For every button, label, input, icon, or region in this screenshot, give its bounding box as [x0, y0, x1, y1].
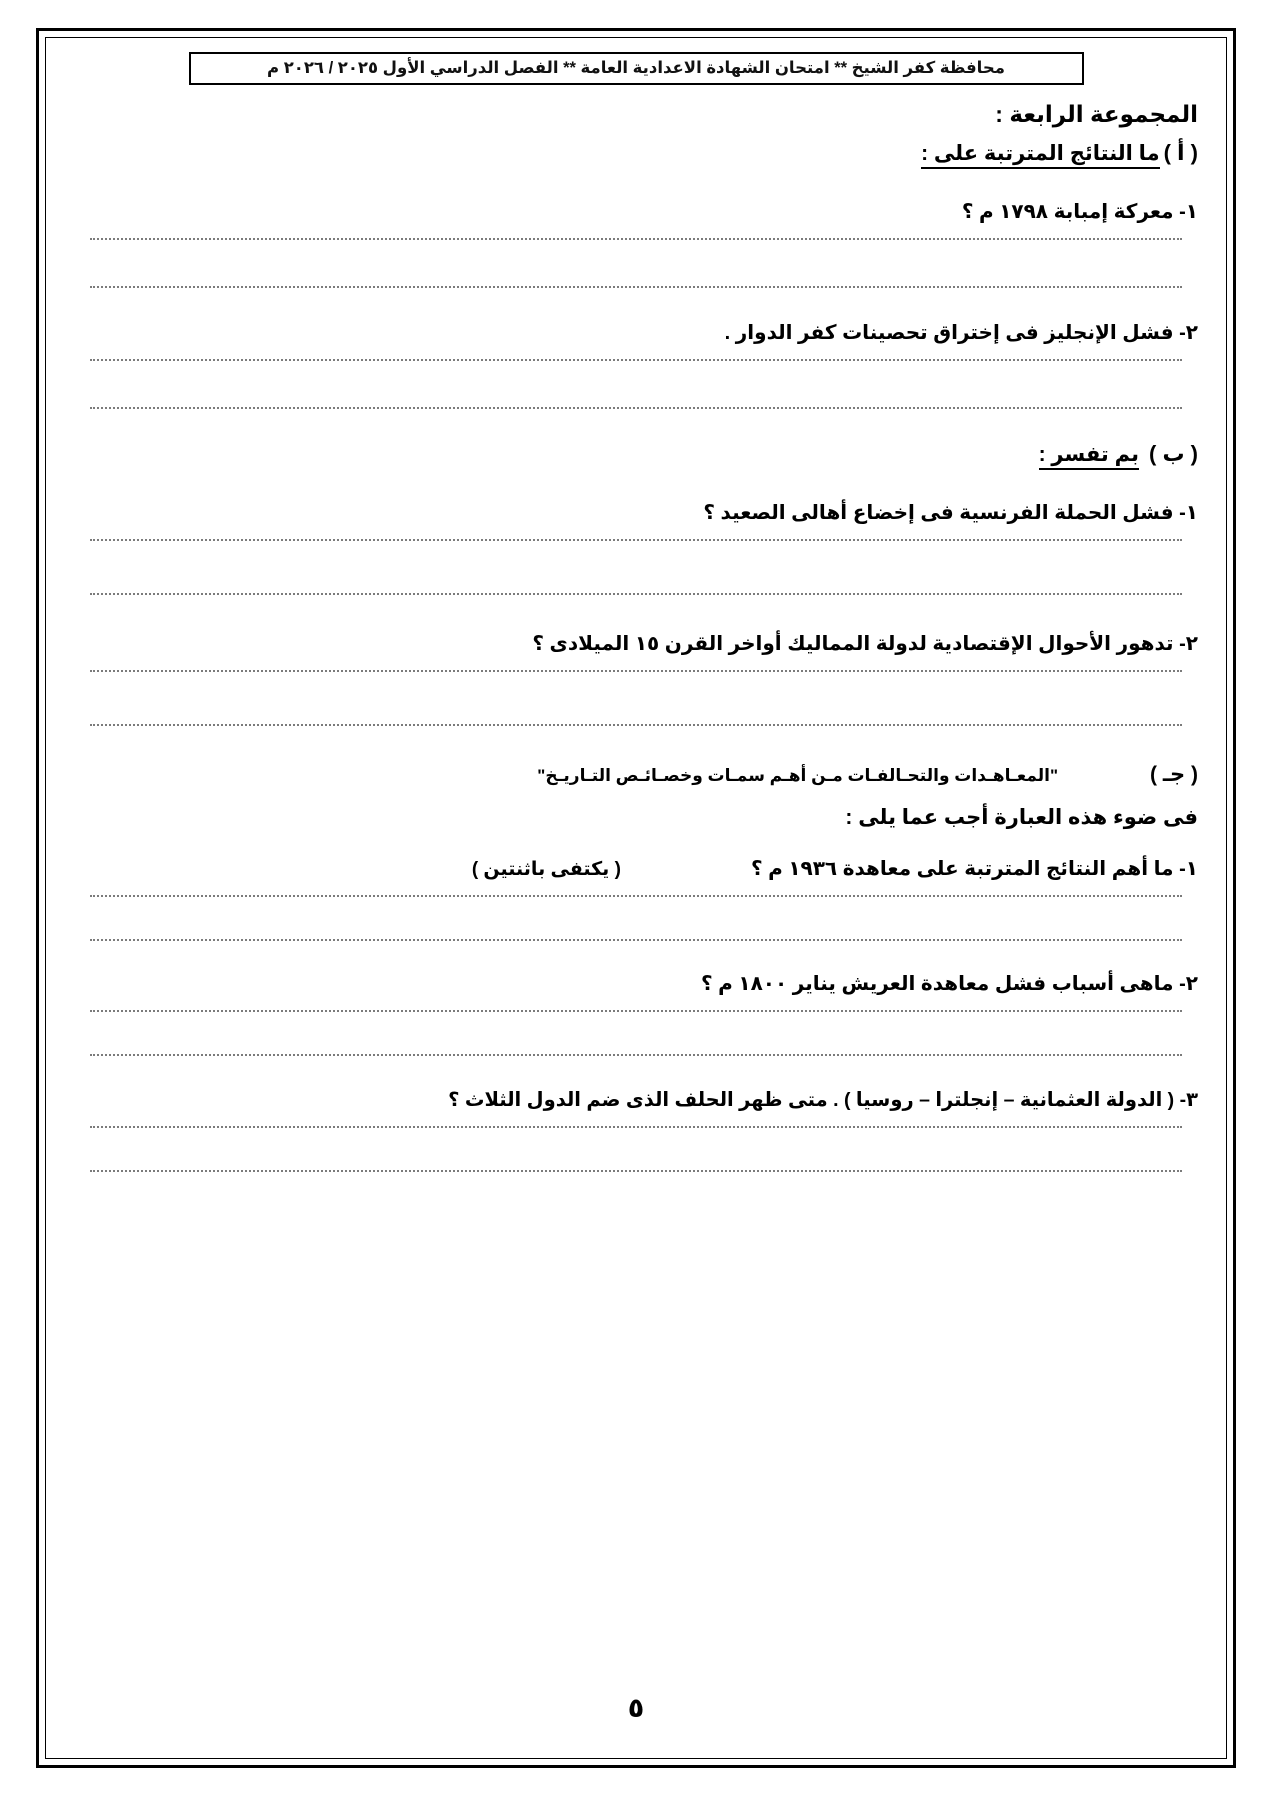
- answer-rule: [90, 1010, 1182, 1012]
- part-c-answer-lines-1: [74, 895, 1198, 941]
- page-number: ٥: [627, 1693, 645, 1723]
- part-a-prompt: ما النتائج المترتبة على :: [921, 141, 1160, 169]
- answer-rule: [90, 895, 1182, 897]
- part-b-heading: [74, 441, 1198, 470]
- part-b-label: ( ب ): [1149, 441, 1198, 466]
- answer-rule: [90, 670, 1182, 672]
- part-b-answer-lines-2: [74, 670, 1198, 726]
- part-c-label: ( جـ ): [1150, 763, 1198, 786]
- answer-rule: [90, 286, 1182, 288]
- part-b-question-2: ٢- تدهور الأحوال الإقتصادية لدولة المماليك أواخر القرن ١٥ الميلادى ؟: [532, 633, 1198, 655]
- part-c-question-2: ٢- ماهى أسباب فشل معاهدة العريش يناير ١٨٠٠ م ؟: [701, 973, 1198, 995]
- answer-rule: [90, 1054, 1182, 1056]
- exam-page-inner-border: [45, 37, 1227, 1759]
- part-c-answer-lines-2: [74, 1010, 1198, 1056]
- part-c-question-3: ٣- ( الدولة العثمانية – إنجلترا – روسيا ) . متى ظهر الحلف الذى ضم الدول الثلاث ؟: [448, 1089, 1198, 1111]
- part-c-heading: [74, 762, 1198, 787]
- answer-rule: [90, 724, 1182, 726]
- part-a-question-1: ١- معركة إمبابة ١٧٩٨ م ؟: [961, 201, 1198, 223]
- part-a-question-2: ٢- فشل الإنجليز فى إختراق تحصينات كفر الدوار .: [724, 322, 1198, 344]
- part-c-question-1-hint: ( يكتفى باثنتين ): [471, 859, 621, 880]
- group-title: المجموعة الرابعة :: [995, 101, 1198, 127]
- part-b-question-1: ١- فشل الحملة الفرنسية فى إخضاع أهالى الصعيد ؟: [703, 502, 1198, 524]
- exam-header-box: [189, 52, 1084, 85]
- part-c-question-1-row: [74, 856, 1198, 881]
- exam-header-text: محافظة كفر الشيخ ** امتحان الشهادة الاعدادية العامة ** الفصل الدراسي الأول ٢٠٢٥ / ٢٠٢٦ م: [267, 59, 1005, 77]
- part-c-quote: "المعـاهـدات والتحـالفـات مـن أهـم سمـات وخصـائـص التـاريـخ": [537, 766, 1059, 785]
- part-c-answer-lines-3: [74, 1126, 1198, 1172]
- exam-page-outer-border: [36, 28, 1236, 1768]
- part-a-heading: [74, 140, 1198, 169]
- answer-rule: [90, 939, 1182, 941]
- answer-rule: [90, 359, 1182, 361]
- part-a-label: ( أ ): [1163, 140, 1198, 165]
- answer-rule: [90, 539, 1182, 541]
- part-b-prompt: بم تفسر :: [1039, 442, 1139, 470]
- part-a-answer-lines-1: [74, 238, 1198, 288]
- answer-rule: [90, 1170, 1182, 1172]
- part-c-question-1: ١- ما أهم النتائج المترتبة على معاهدة ١٩٣٦ م ؟: [750, 858, 1198, 880]
- answer-rule: [90, 1126, 1182, 1128]
- answer-rule: [90, 407, 1182, 409]
- answer-rule: [90, 238, 1182, 240]
- answer-rule: [90, 593, 1182, 595]
- part-b-answer-lines-1: [74, 539, 1198, 595]
- part-c-subprompt: فى ضوء هذه العبارة أجب عما يلى :: [845, 806, 1198, 829]
- part-a-answer-lines-2: [74, 359, 1198, 409]
- exam-page-content: [46, 38, 1226, 1758]
